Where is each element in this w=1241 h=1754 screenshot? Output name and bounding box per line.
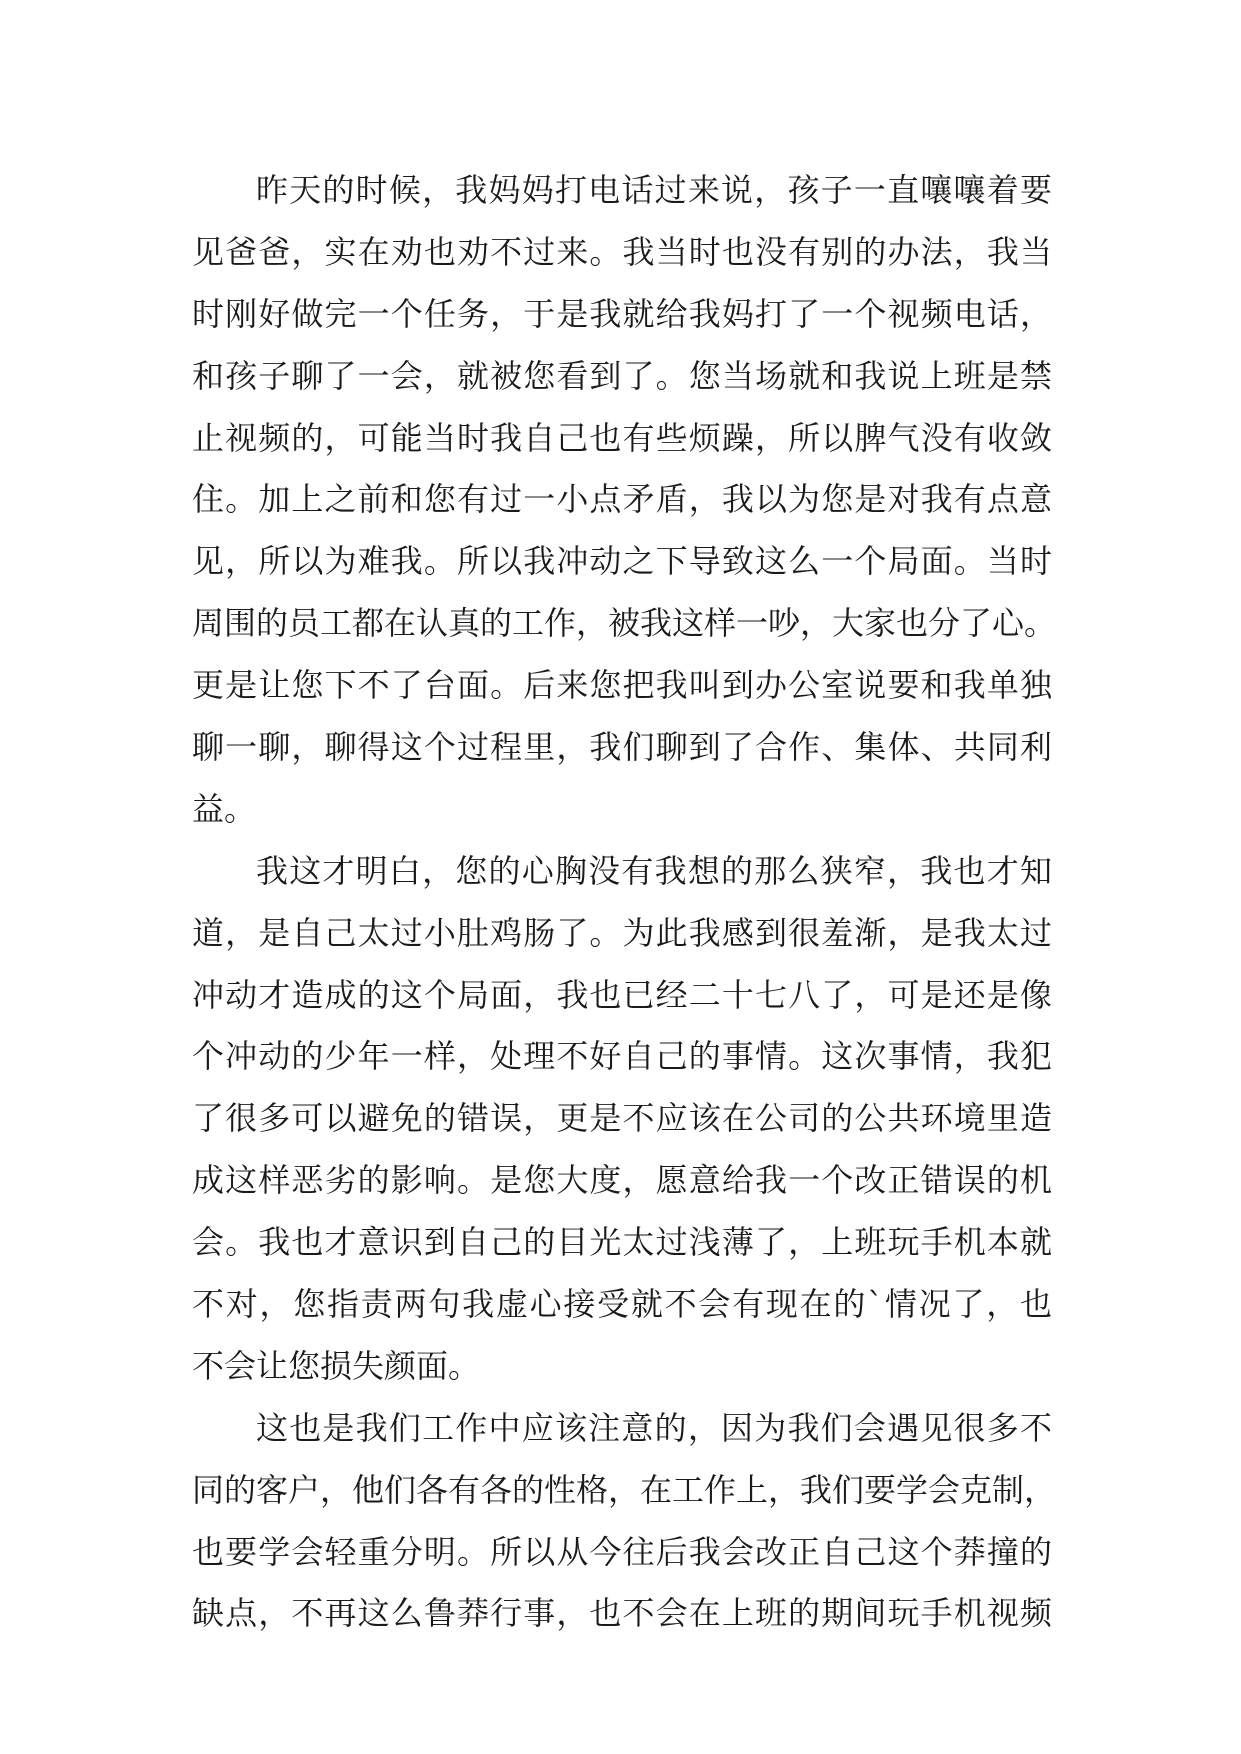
text-line: 成这样恶劣的影响。是您大度，愿意给我一个改正错误的机 xyxy=(192,1161,1052,1200)
text-line: 缺点，不再这么鲁莽行事，也不会在上班的期间玩手机视频 xyxy=(192,1594,1052,1633)
text-line: 同的客户，他们各有各的性格，在工作上，我们要学会克制， xyxy=(192,1470,1057,1509)
text-line: 周围的员工都在认真的工作，被我这样一吵，大家也分了心。 xyxy=(192,604,1057,643)
text-line: 住。加上之前和您有过一小点矛盾，我以为您是对我有点意 xyxy=(192,480,1052,519)
text-line: 止视频的，可能当时我自己也有些烦躁，所以脾气没有收敛 xyxy=(192,418,1052,457)
text-line: 更是让您下不了台面。后来您把我叫到办公室说要和我单独 xyxy=(192,666,1052,705)
paragraph-1 xyxy=(192,160,1057,841)
text-line: 这也是我们工作中应该注意的，因为我们会遇见很多不 xyxy=(256,1408,1052,1447)
document-body xyxy=(192,160,1057,1645)
text-line: 昨天的时候，我妈妈打电话过来说，孩子一直嚷嚷着要 xyxy=(256,171,1052,209)
paragraph-2 xyxy=(192,841,1052,1398)
text-line: 了很多可以避免的错误，更是不应该在公司的公共环境里造 xyxy=(192,1099,1052,1138)
text-line: 个冲动的少年一样，处理不好自己的事情。这次事情，我犯 xyxy=(192,1037,1052,1076)
text-line: 聊一聊，聊得这个过程里，我们聊到了合作、集体、共同利 xyxy=(192,728,1052,767)
text-line: 时刚好做完一个任务，于是我就给我妈打了一个视频电话， xyxy=(192,294,1052,333)
text-line: 也要学会轻重分明。所以从今往后我会改正自己这个莽撞的 xyxy=(192,1532,1052,1571)
text-line: 会。我也才意识到自己的目光太过浅薄了，上班玩手机本就 xyxy=(192,1223,1052,1262)
text-line: 不对，您指责两句我虚心接受就不会有现在的`情况了，也 xyxy=(192,1285,1052,1324)
text-line: 和孩子聊了一会，就被您看到了。您当场就和我说上班是禁 xyxy=(192,356,1052,395)
text-line: 冲动才造成的这个局面，我也已经二十七八了，可是还是像 xyxy=(192,975,1052,1014)
text-line: 道，是自己太过小肚鸡肠了。为此我感到很羞渐，是我太过 xyxy=(192,913,1052,952)
text-line: 不会让您损失颜面。 xyxy=(192,1346,481,1385)
text-line: 益。 xyxy=(192,789,257,828)
text-line: 见爸爸，实在劝也劝不过来。我当时也没有别的办法，我当 xyxy=(192,232,1052,271)
text-line: 见，所以为难我。所以我冲动之下导致这么一个局面。当时 xyxy=(192,542,1052,581)
text-line: 我这才明白，您的心胸没有我想的那么狭窄，我也才知 xyxy=(256,851,1052,890)
paragraph-3 xyxy=(192,1398,1057,1646)
